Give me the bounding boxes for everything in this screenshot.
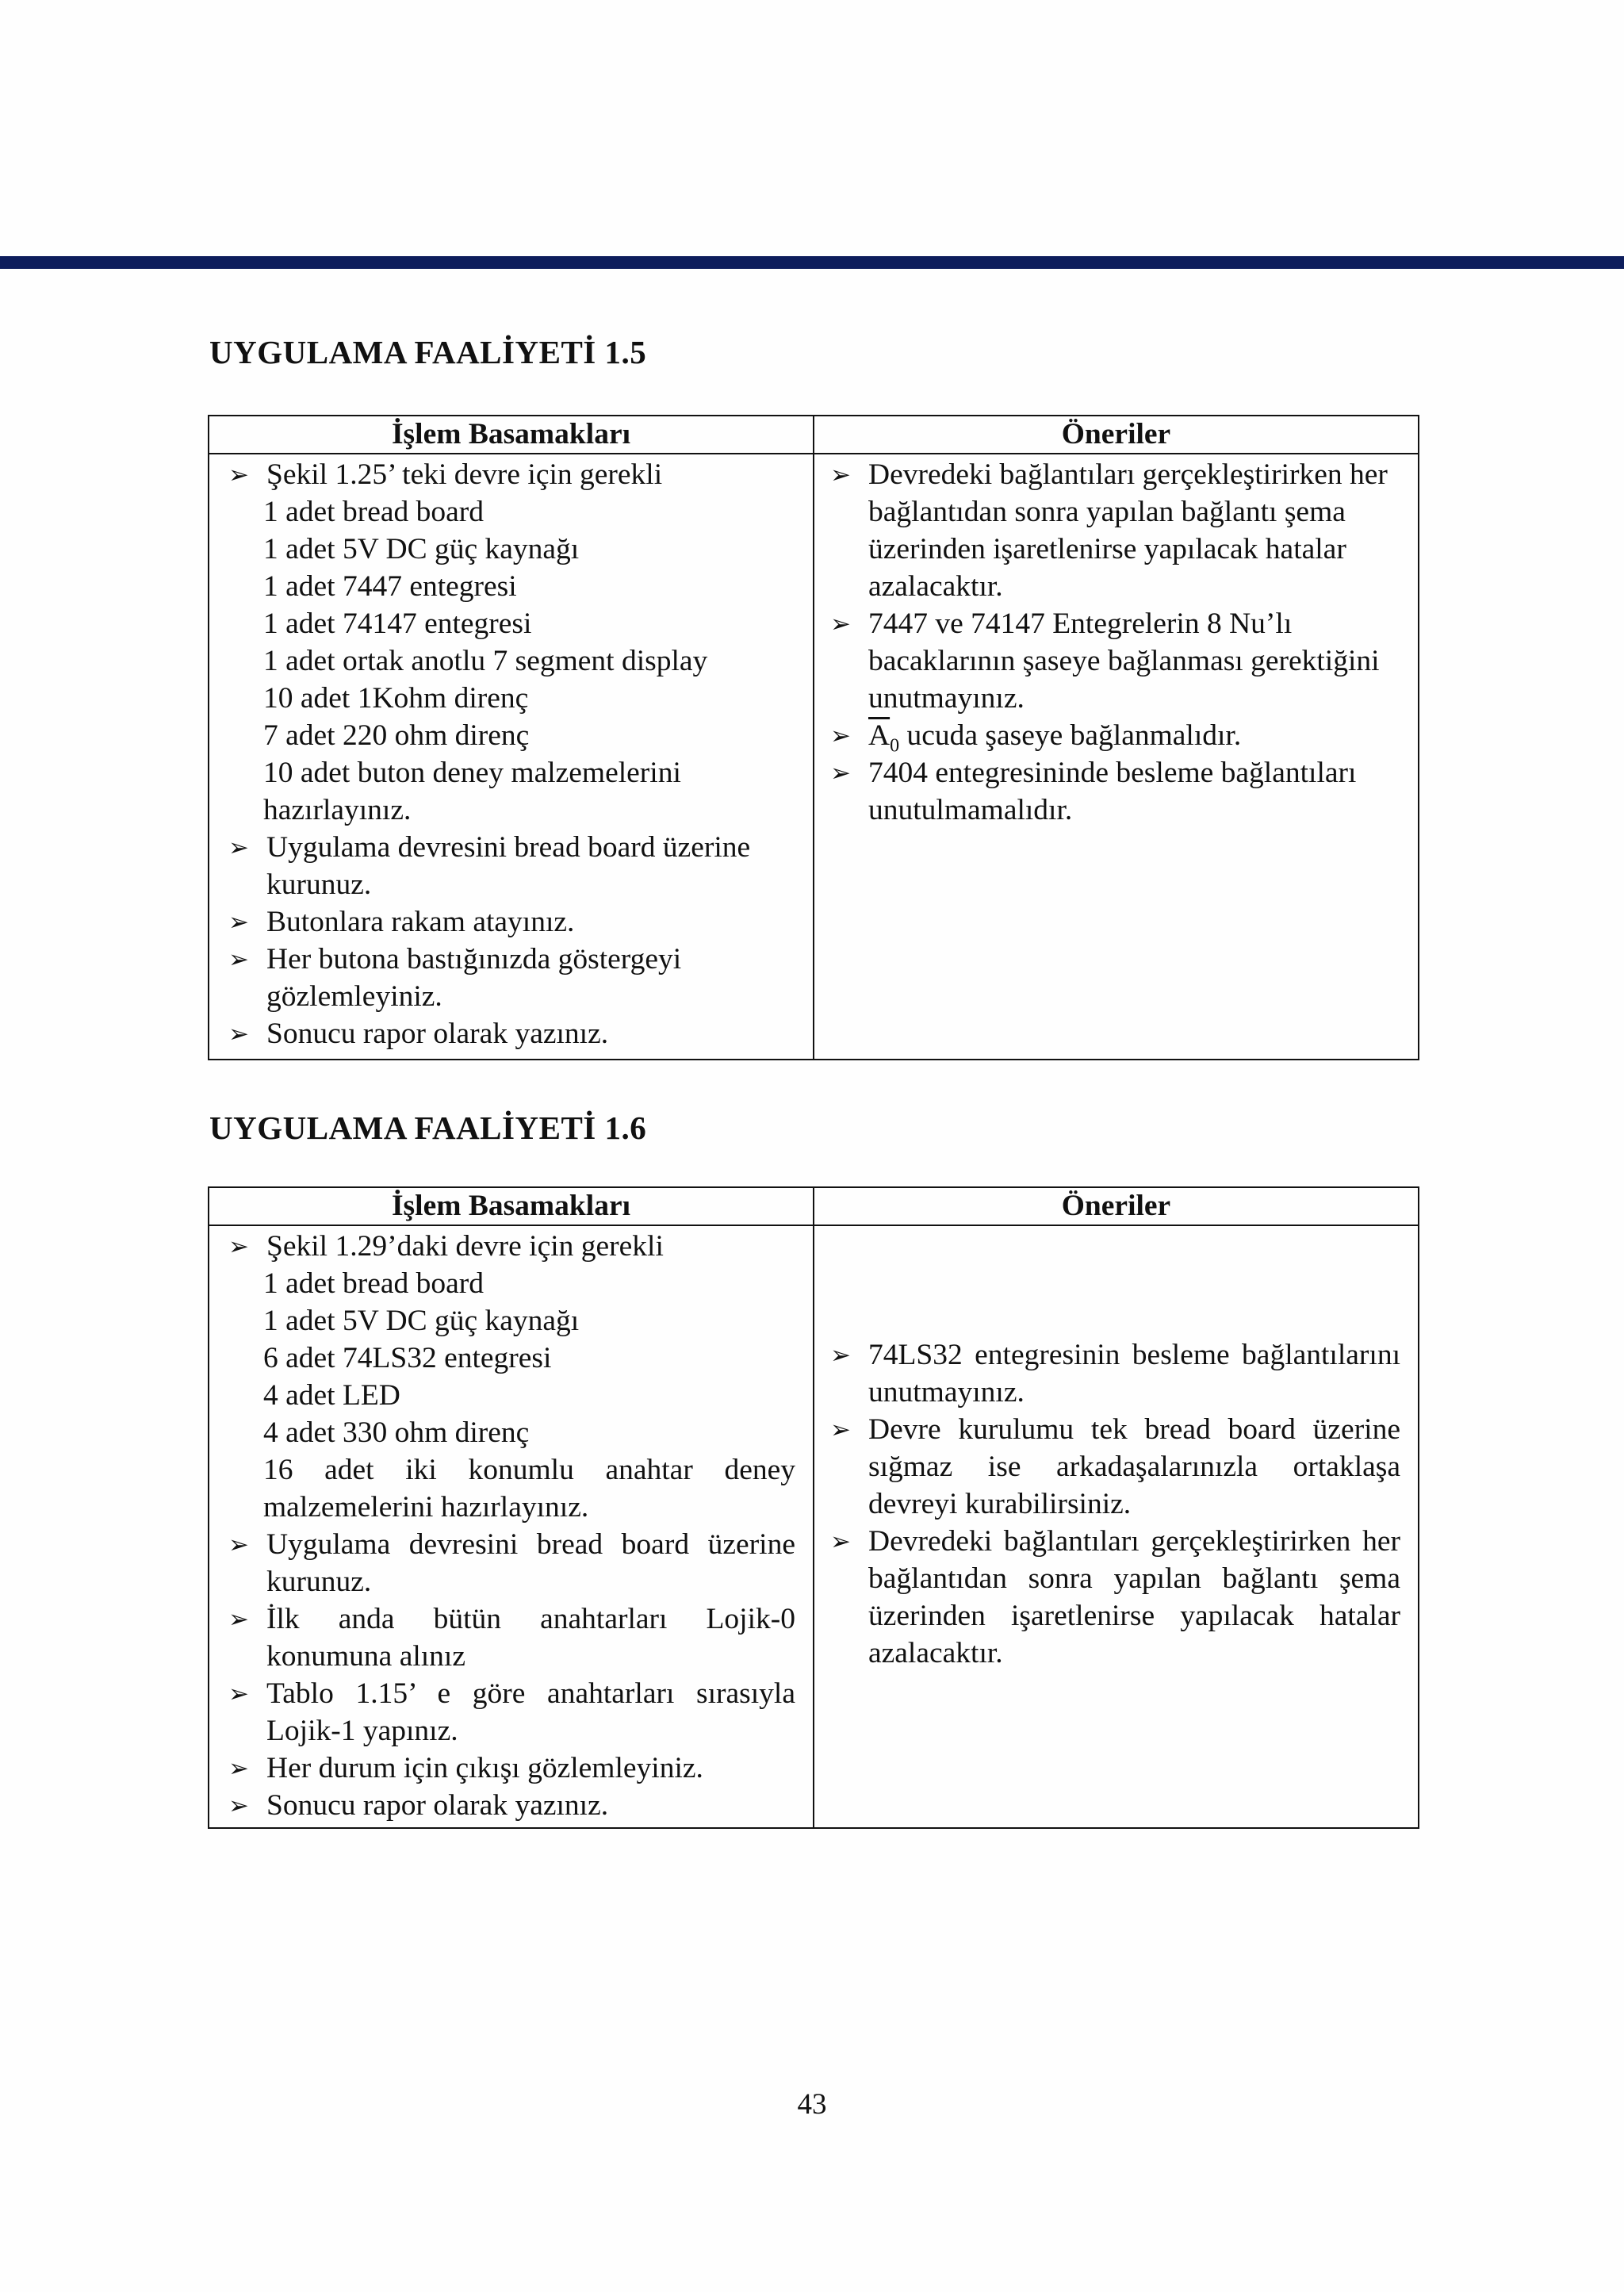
step-item: ➢ Sonucu rapor olarak yazınız. <box>228 1787 795 1824</box>
material-item: 7 adet 220 ohm direnç <box>263 719 530 752</box>
bullet-arrow-icon: ➢ <box>228 1232 249 1260</box>
step-item: ➢ Uygulama devresini bread board üzerine kurunuz. <box>228 829 795 903</box>
bullet-arrow-icon: ➢ <box>228 1605 249 1633</box>
bullet-arrow-icon: ➢ <box>830 1527 851 1555</box>
step-item: ➢ Tablo 1.15’ e göre anahtarları sırasıyla Lojik-1 yapınız. <box>228 1675 795 1750</box>
steps-cell <box>209 1225 814 1828</box>
tips-cell <box>814 1225 1419 1828</box>
bullet-arrow-icon: ➢ <box>228 1680 249 1708</box>
material-item: 4 adet 330 ohm direnç <box>263 1416 530 1449</box>
bullet-arrow-icon: ➢ <box>228 1754 249 1782</box>
tip-item: ➢ Devredeki bağlantıları gerçekleştirirken her bağlantıdan sonra yapılan bağlantı şema üzerinden işaretlenirse yapılacak hatalar azalacaktır. <box>830 1523 1400 1672</box>
bullet-arrow-icon: ➢ <box>830 461 851 489</box>
material-item: malzemelerini hazırlayınız. <box>263 1491 589 1524</box>
activity-1-5-title: UYGULAMA FAALİYETİ 1.5 <box>209 334 647 370</box>
tip-item: ➢ 7404 entegresininde besleme bağlantıları unutulmamalıdır. <box>830 754 1400 829</box>
step-item: ➢ Butonlara rakam atayınız. <box>228 903 795 941</box>
step-item: ➢ Sonucu rapor olarak yazınız. <box>228 1015 795 1052</box>
bullet-arrow-icon: ➢ <box>830 610 851 638</box>
step-item: ➢ Her butona bastığınızda göstergeyi gözlemleyiniz. <box>228 941 795 1015</box>
tip-item: ➢ 7447 ve 74147 Entegrelerin 8 Nu’lı bacaklarının şaseye bağlanması gerektiğini unutmayınız. <box>830 605 1400 717</box>
bullet-arrow-icon: ➢ <box>228 908 249 936</box>
step-item: ➢ İlk anda bütün anahtarları Lojik-0 konumuna alınız <box>228 1600 795 1675</box>
bullet-arrow-icon: ➢ <box>228 945 249 973</box>
tips-cell <box>814 454 1419 1060</box>
material-item: 10 adet buton deney malzemelerini <box>263 757 681 789</box>
material-item: hazırlayınız. <box>263 794 412 826</box>
material-item: 6 adet 74LS32 entegresi <box>263 1342 552 1374</box>
step-item: ➢ Şekil 1.25’ teki devre için gerekli 1 adet bread board 1 adet 5V DC güç kaynağı 1 adet 7447 entegresi 1 adet 74147 entegresi 1 adet ortak anotlu 7 segment display 10 adet 1Kohm direnç 7 adet 220 ohm direnç 10 adet buton deney malzemelerini hazırlayınız. <box>228 456 795 829</box>
tip-item: ➢ Devredeki bağlantıları gerçekleştirirken her bağlantıdan sonra yapılan bağlantı şema üzerinden işaretlenirse yapılacak hatalar azalacaktır. <box>830 456 1400 605</box>
tip-item: ➢ Devre kurulumu tek bread board üzerine sığmaz ise arkadaşalarınızla ortaklaşa devreyi kurabilirsiniz. <box>830 1411 1400 1523</box>
material-item: 1 adet bread board <box>263 1267 484 1300</box>
bullet-arrow-icon: ➢ <box>228 834 249 861</box>
bullet-arrow-icon: ➢ <box>228 1531 249 1558</box>
bullet-arrow-icon: ➢ <box>228 1020 249 1048</box>
material-item: 1 adet 74147 entegresi <box>263 607 532 640</box>
step-item: ➢ Uygulama devresini bread board üzerine kurunuz. <box>228 1526 795 1600</box>
bullet-arrow-icon: ➢ <box>830 759 851 787</box>
tips-header: Öneriler <box>814 416 1419 454</box>
material-item: 4 adet LED <box>263 1379 400 1412</box>
header-rule <box>0 256 1624 269</box>
bullet-arrow-icon: ➢ <box>830 1341 851 1369</box>
tip-item: ➢ 74LS32 entegresinin besleme bağlantılarını unutmayınız. <box>830 1336 1400 1411</box>
bullet-arrow-icon: ➢ <box>228 1792 249 1819</box>
step-item: ➢ Her durum için çıkışı gözlemleyiniz. <box>228 1750 795 1787</box>
steps-cell <box>209 454 814 1060</box>
activity-1-5-table <box>208 415 1419 1060</box>
bullet-arrow-icon: ➢ <box>830 1416 851 1443</box>
bullet-arrow-icon: ➢ <box>830 722 851 749</box>
bullet-arrow-icon: ➢ <box>228 461 249 489</box>
tip-item: ➢ $\overline{A}_0$ ucuda şaseye bağlanmalıdır. <box>830 717 1400 754</box>
activity-1-6-table <box>208 1186 1419 1829</box>
material-item: 1 adet bread board <box>263 496 484 528</box>
material-item: 10 adet 1Kohm direnç <box>263 682 529 715</box>
steps-header: İşlem Basamakları <box>209 416 814 454</box>
material-item: 1 adet ortak anotlu 7 segment display <box>263 645 708 677</box>
material-item: 16 adet iki konumlu anahtar deney <box>263 1454 795 1486</box>
page-number: 43 <box>797 2088 827 2121</box>
material-item: 1 adet 7447 entegresi <box>263 570 517 603</box>
tips-header: Öneriler <box>814 1187 1419 1225</box>
step-item: ➢ Şekil 1.29’daki devre için gerekli 1 adet bread board 1 adet 5V DC güç kaynağı 6 adet 74LS32 entegresi 4 adet LED 4 adet 330 ohm direnç 16 adet iki konumlu anahtar deney malzemelerini hazırlayınız. <box>228 1228 795 1526</box>
steps-header: İşlem Basamakları <box>209 1187 814 1225</box>
activity-1-6-title: UYGULAMA FAALİYETİ 1.6 <box>209 1110 647 1146</box>
material-item: 1 adet 5V DC güç kaynağı <box>263 533 580 565</box>
material-item: 1 adet 5V DC güç kaynağı <box>263 1305 580 1337</box>
